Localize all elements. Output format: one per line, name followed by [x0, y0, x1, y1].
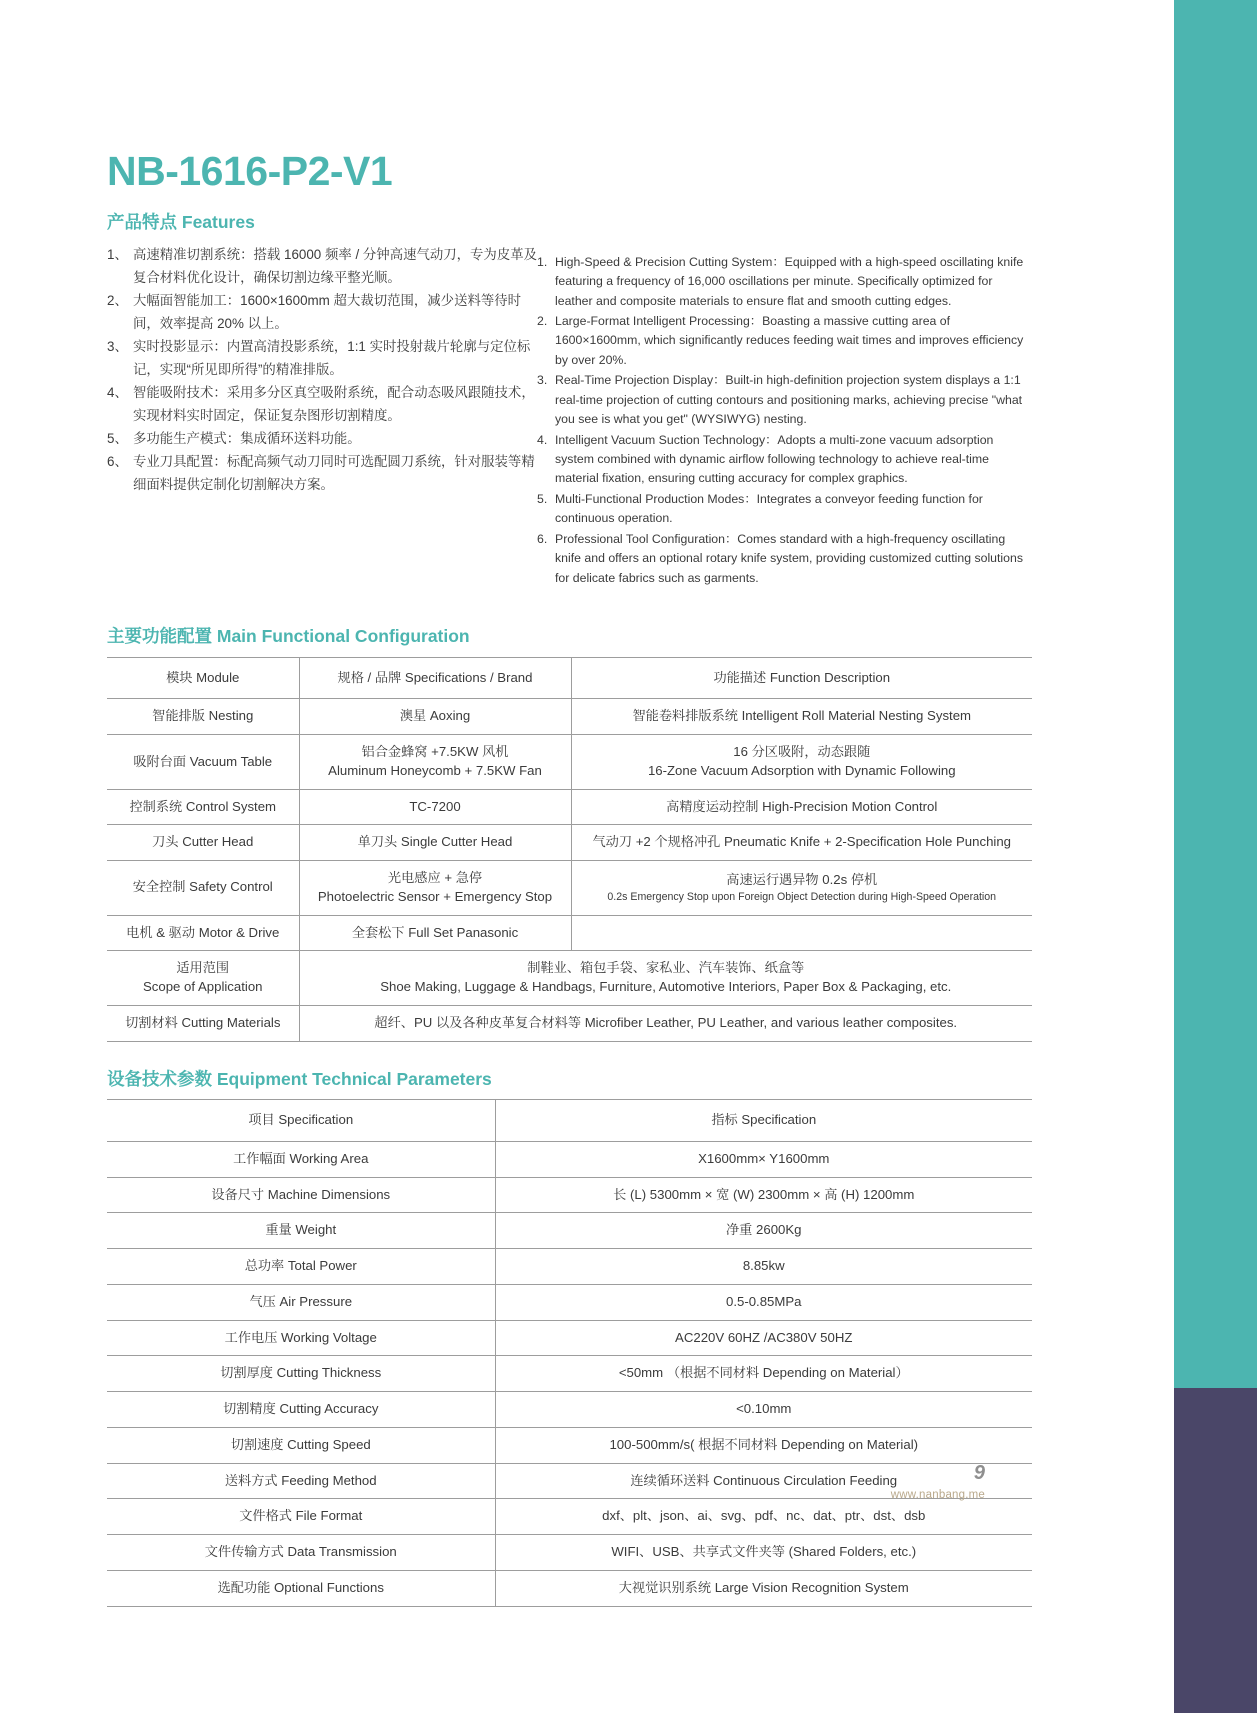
table-row: [107, 1499, 1032, 1535]
cell-spec: [299, 915, 571, 951]
cell-spec: [299, 699, 571, 735]
params-heading-en: Equipment Technical Parameters: [216, 1068, 492, 1089]
cell-spec: [299, 735, 571, 789]
cell-value: 净重 2600Kg: [495, 1213, 1032, 1249]
cell-item: 选配功能 Optional Functions: [107, 1570, 495, 1606]
list-item-number: 3.: [537, 373, 548, 388]
table-row: [107, 735, 1032, 789]
purple-rail-band: [1174, 1388, 1257, 1713]
table-row: [107, 1427, 1032, 1463]
features-heading-cn: 产品特点: [107, 212, 177, 233]
cell-value: 0.5-0.85MPa: [495, 1284, 1032, 1320]
table-row: [107, 1142, 1032, 1178]
cell-spec-line2: Aluminum Honeycomb + 7.5KW Fan: [328, 762, 542, 778]
cell-spec: [299, 861, 571, 915]
cell-module: 安全控制 Safety Control: [107, 861, 299, 915]
table-row: [107, 1177, 1032, 1213]
cell-spec-line1: 单刀头 Single Cutter Head: [357, 834, 513, 850]
cell-module: 吸附台面 Vacuum Table: [107, 735, 299, 789]
page-number: 9: [973, 1462, 985, 1484]
cell-spec-line2: Photoelectric Sensor + Emergency Stop: [317, 888, 553, 904]
cell-desc-line1: 气动刀 +2 个规格冲孔 Pneumatic Knife + 2-Specification Hole Punching: [592, 834, 1012, 850]
cell-value-wide: [299, 951, 1032, 1005]
cell-description: [571, 861, 1032, 915]
list-item-text: Intelligent Vacuum Suction Technology：Adopts a multi-zone vacuum adsorption system combined with dynamic airflow following technology to achieve real-time material fixation, ensuring cutting accuracy for complex graphics.: [555, 432, 994, 486]
list-item-number: 4、: [107, 385, 128, 401]
cell-value: 8.85kw: [495, 1249, 1032, 1285]
features-heading-en: Features: [181, 212, 255, 233]
cell-module-line1: 适用范围: [176, 960, 230, 976]
config-section-heading: [107, 625, 1032, 648]
list-item: [107, 335, 537, 381]
list-item: [107, 243, 537, 289]
cell-spec-line1: 全套松下 Full Set Panasonic: [351, 924, 519, 940]
cell-spec: [299, 789, 571, 825]
list-item-text: 多功能生产模式：集成循环送料功能。: [133, 431, 361, 447]
cell-value: 100-500mm/s( 根据不同材料 Depending on Material): [495, 1427, 1032, 1463]
list-item-number: 2.: [537, 314, 548, 329]
cell-desc-line2: 0.2s Emergency Stop upon Foreign Object Detection during High-Speed Operation: [607, 890, 997, 903]
cell-item: 文件传输方式 Data Transmission: [107, 1535, 495, 1571]
list-item: [537, 312, 1027, 370]
table-row: [107, 1535, 1032, 1571]
cell-desc-line2: 16-Zone Vacuum Adsorption with Dynamic Following: [647, 762, 956, 778]
footer-website-url: www.nanbang.me: [890, 1489, 985, 1501]
cell-value: 连续循环送料 Continuous Circulation Feeding: [495, 1463, 1032, 1499]
page-title: NB-1616-P2-V1: [107, 148, 393, 194]
list-item: [537, 530, 1027, 588]
cell-spec-line1: 铝合金蜂窝 +7.5KW 风机: [361, 744, 509, 760]
table-header-row: [107, 1100, 1032, 1142]
table-header-row: [107, 657, 1032, 699]
list-item-number: 5、: [107, 431, 128, 447]
list-item: [537, 490, 1027, 529]
list-item-number: 6.: [537, 531, 548, 546]
table-row: [107, 789, 1032, 825]
cell-module: [107, 951, 299, 1005]
cell-description: [571, 699, 1032, 735]
cell-desc-line1: 高速运行遇异物 0.2s 停机: [726, 871, 878, 887]
features-list-chinese: [107, 243, 537, 497]
table-row: [107, 1570, 1032, 1606]
features-list-english: [537, 243, 1027, 589]
features-columns: [107, 243, 1032, 589]
main-functional-configuration-table: [107, 657, 1032, 1042]
cell-item: 总功率 Total Power: [107, 1249, 495, 1285]
cell-value: 大视觉识别系统 Large Vision Recognition System: [495, 1570, 1032, 1606]
cell-item: 切割速度 Cutting Speed: [107, 1427, 495, 1463]
cell-module: 控制系统 Control System: [107, 789, 299, 825]
cell-value-wide: 超纤、PU 以及各种皮革复合材料等 Microfiber Leather, PU Leather, and various leather composites.: [299, 1005, 1032, 1041]
list-item-text: Large-Format Intelligent Processing：Boasting a massive cutting area of 1600×1600mm, which significantly reduces feeding wait times and improves efficiency by over 20%.: [555, 314, 1024, 367]
cell-module: 电机 & 驱动 Motor & Drive: [107, 915, 299, 951]
cell-module: 刀头 Cutter Head: [107, 825, 299, 861]
list-item: [537, 371, 1027, 429]
page-content: [107, 150, 1032, 1607]
list-item: [107, 289, 537, 335]
cell-value: <0.10mm: [495, 1392, 1032, 1428]
cell-module: 智能排版 Nesting: [107, 699, 299, 735]
cell-item: 设备尺寸 Machine Dimensions: [107, 1177, 495, 1213]
list-item-text: 智能吸附技术：采用多分区真空吸附系统，配合动态吸风跟随技术，实现材料实时固定，保证复杂图形切割精度。: [133, 385, 535, 424]
list-item-text: High-Speed & Precision Cutting System：Equipped with a high-speed oscillating knife featuring a frequency of 16,000 oscillations per minute. Specifically optimized for leather and composite materials to ensure flat and smooth cutting edges.: [555, 254, 1024, 308]
cell-description: [571, 825, 1032, 861]
column-header-item: 项目 Specification: [107, 1100, 495, 1142]
list-item-number: 1.: [537, 254, 548, 269]
cell-module-line2: Scope of Application: [142, 979, 263, 995]
list-item-number: 3、: [107, 338, 128, 354]
params-heading-cn: 设备技术参数: [107, 1068, 212, 1089]
cell-value: AC220V 60HZ /AC380V 50HZ: [495, 1320, 1032, 1356]
cell-item: 工作电压 Working Voltage: [107, 1320, 495, 1356]
table-row: [107, 1320, 1032, 1356]
cell-value: WIFI、USB、共享式文件夹等 (Shared Folders, etc.): [495, 1535, 1032, 1571]
list-item: [107, 427, 537, 450]
cell-description: [571, 915, 1032, 951]
list-item: [537, 253, 1027, 311]
list-item: [107, 381, 537, 427]
column-header-description: 功能描述 Function Description: [571, 657, 1032, 699]
list-item-text: 大幅面智能加工：1600×1600mm 超大裁切范围，减少送料等待时间，效率提高 20% 以上。: [133, 292, 522, 331]
cell-description: [571, 735, 1032, 789]
list-item-text: Multi-Functional Production Modes：Integrates a conveyor feeding function for continuous operation.: [555, 491, 983, 526]
list-item-number: 1、: [107, 246, 128, 262]
cell-desc-line1: 智能卷料排版系统 Intelligent Roll Material Nesting System: [632, 708, 972, 724]
table-row: [107, 1356, 1032, 1392]
table-row: [107, 915, 1032, 951]
cell-item: 气压 Air Pressure: [107, 1284, 495, 1320]
column-header-value: 指标 Specification: [495, 1100, 1032, 1142]
cell-value: 长 (L) 5300mm × 宽 (W) 2300mm × 高 (H) 1200mm: [495, 1177, 1032, 1213]
cell-item: 重量 Weight: [107, 1213, 495, 1249]
list-item-number: 2、: [107, 292, 128, 308]
table-row: [107, 951, 1032, 1005]
cell-value: dxf、plt、json、ai、svg、pdf、nc、dat、ptr、dst、dsb: [495, 1499, 1032, 1535]
params-section-heading: [107, 1068, 1032, 1091]
list-item-text: 实时投影显示：内置高清投影系统，1:1 实时投射裁片轮廓与定位标记，实现“所见即所得”的精准排版。: [133, 338, 531, 378]
cell-desc-line1: 高精度运动控制 High-Precision Motion Control: [666, 798, 938, 814]
table-row: [107, 861, 1032, 915]
table-row: [107, 825, 1032, 861]
list-item: [537, 431, 1027, 489]
list-item-text: 专业刀具配置：标配高频气动刀同时可选配圆刀系统，针对服装等精细面料提供定制化切割解决方案。: [133, 454, 535, 493]
cell-spec-line1: 澳星 Aoxing: [399, 708, 471, 724]
cell-value-line2: Shoe Making, Luggage & Handbags, Furniture, Automotive Interiors, Paper Box & Packaging, etc.: [380, 979, 952, 995]
list-item-text: 高速精准切割系统：搭载 16000 频率 / 分钟高速气动刀，专为皮革及复合材料优化设计，确保切割边缘平整光顺。: [133, 246, 537, 285]
table-row: [107, 1249, 1032, 1285]
table-row: [107, 1392, 1032, 1428]
config-heading-en: Main Functional Configuration: [216, 625, 470, 646]
list-item-text: Real-Time Projection Display：Built-in high-definition projection system displays a 1:1 real-time projection of cutting contours and positioning marks, achieving precise "what you see is what you get" (WYSIWYG) nesting.: [555, 373, 1023, 427]
table-row: [107, 699, 1032, 735]
page-footer: [685, 1462, 985, 1501]
list-item-number: 4.: [537, 432, 548, 447]
cell-item: 工作幅面 Working Area: [107, 1142, 495, 1178]
config-heading-cn: 主要功能配置: [107, 625, 212, 646]
list-item-number: 5.: [537, 491, 548, 506]
cell-desc-line1: 16 分区吸附，动态跟随: [733, 744, 871, 760]
cell-item: 切割厚度 Cutting Thickness: [107, 1356, 495, 1392]
cell-item: 切割精度 Cutting Accuracy: [107, 1392, 495, 1428]
right-edge-decoration: [1174, 0, 1257, 1713]
list-item-number: 6、: [107, 454, 128, 470]
list-item: [107, 450, 537, 496]
table-row: [107, 1284, 1032, 1320]
cell-item: 送料方式 Feeding Method: [107, 1463, 495, 1499]
features-section-heading: [107, 211, 1032, 234]
cell-spec-line1: 光电感应 + 急停: [387, 870, 483, 886]
cell-value: <50mm （根据不同材料 Depending on Material）: [495, 1356, 1032, 1392]
cell-spec: [299, 825, 571, 861]
cell-item: 文件格式 File Format: [107, 1499, 495, 1535]
column-header-module: 模块 Module: [107, 657, 299, 699]
equipment-technical-parameters-table: [107, 1099, 1032, 1606]
table-row: [107, 1213, 1032, 1249]
cell-description: [571, 789, 1032, 825]
teal-rail-band: [1174, 0, 1257, 1388]
cell-value-line1: 制鞋业、箱包手袋、家私业、汽车装饰、纸盒等: [527, 960, 805, 976]
cell-module: 切割材料 Cutting Materials: [107, 1005, 299, 1041]
cell-spec-line1: TC-7200: [409, 798, 461, 814]
list-item-text: Professional Tool Configuration：Comes standard with a high-frequency oscillating knife and offers an optional rotary knife system, providing customized cutting solutions for delicate fabrics such as garments.: [555, 531, 1023, 585]
table-row: [107, 1005, 1032, 1041]
column-header-spec: 规格 / 品牌 Specifications / Brand: [299, 657, 571, 699]
cell-value: X1600mm× Y1600mm: [495, 1142, 1032, 1178]
